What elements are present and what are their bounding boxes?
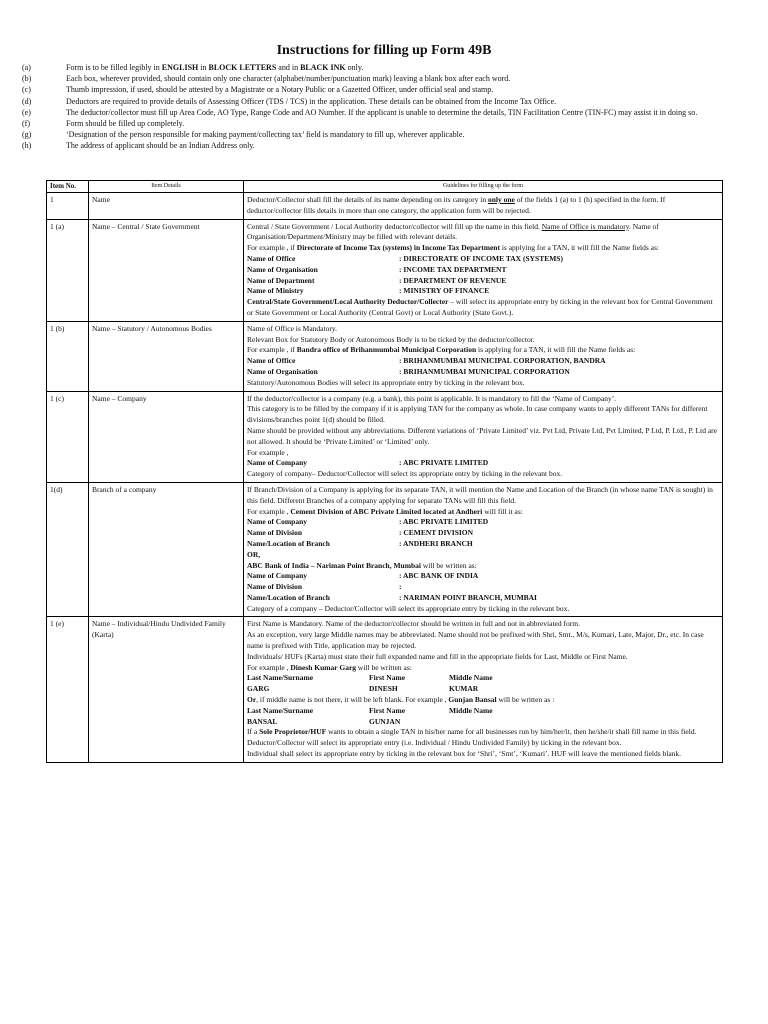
item-details: Name – Central / State Government — [89, 219, 244, 321]
text-run: is applying for a TAN, it will fill the Name fields as: — [499, 243, 659, 253]
text-run: This category is to be filled by the company if it is applying TAN for the company as whole. In case company wants to apply different TANs for different divisions/branches point 1(d) should be filled. — [247, 404, 708, 425]
text-run: will fill it as: — [482, 506, 523, 516]
page-title: Instructions for filling up Form 49B — [276, 43, 492, 58]
table-row — [47, 482, 723, 617]
text-run: For example , if — [247, 345, 297, 355]
field-label: Name of Company — [247, 458, 307, 468]
text-run: Cement Division of ABC Private Limited located at Andheri — [290, 506, 483, 516]
guideline-text — [247, 749, 719, 760]
text-run: Name should be provided without any abbreviations. Different variations of ‘Private Limited’ viz. Pvt Ltd, Private Ltd, Pvt Limited, P Ltd, P. Ltd., P. Ltd are not allowed. It should be ‘Private Limited’ or ‘Limited’ only. — [247, 425, 717, 446]
field-label: Name of Organisation — [247, 264, 318, 274]
instruction-label: (f) — [22, 119, 30, 129]
name-column: Middle Name — [449, 705, 493, 715]
text-run: only. — [345, 63, 364, 72]
text-run: The deductor/collector must fill up Area Code, AO Type, Range Code and AO Number. If the applicant is unable to determine the details, TIN Facilitation Centre (TIN-FC) may assist it in doing so. — [66, 107, 698, 117]
item-number: 1 (a) — [47, 219, 89, 321]
text-run: BLOCK LETTERS — [208, 63, 277, 72]
name-column: Last Name/Surname — [247, 705, 314, 715]
text-run: For example , if — [247, 243, 297, 253]
item-details: Name — [89, 193, 244, 220]
name-column: GARG — [247, 684, 270, 694]
field-value: : ABC PRIVATE LIMITED — [399, 458, 489, 468]
text-run: is applying for a TAN, it will fill the Name fields as: — [476, 345, 636, 355]
field-value: : CEMENT DIVISION — [399, 528, 474, 538]
instruction-text — [66, 62, 722, 73]
name-column: GUNJAN — [369, 716, 401, 726]
guideline-text — [247, 404, 719, 426]
text-run: Individual shall select its appropriate entry by ticking in the relevant box for ‘Shri’, ‘Smt’, ‘Kumari’. HUF will leave the mentioned fields blank. — [247, 749, 682, 759]
text-run: Deductor/Collector will select its appropriate entry (i.e. Individual / Hindu Undivided Family) by ticking in the relevant box. — [247, 738, 622, 748]
table-row — [47, 391, 723, 482]
instruction-label: (h) — [22, 141, 32, 151]
text-run: Category of a company – Deductor/Collector will select its appropriate entry by ticking in the relevant box. — [247, 603, 570, 613]
guideline-text — [247, 297, 719, 319]
text-run: For example , — [247, 447, 289, 457]
field-label: Name of Organisation — [247, 366, 318, 376]
instructions-list — [22, 62, 722, 152]
instruction-item — [22, 62, 722, 73]
guideline-text — [247, 630, 719, 652]
guideline-text — [247, 345, 719, 356]
text-run: As an exception, very large Middle names may be abbreviated. Name should not be prefixed with Shri, Smt., M/s, Kumari, Late, Major, Dr., etc. In case name is prefixed with Title, application may be rejected. — [247, 630, 704, 651]
name-example-row — [247, 673, 719, 684]
item-number: 1 (b) — [47, 321, 89, 391]
instruction-item — [22, 84, 722, 95]
text-run: , if middle name is not there, it will be left blank. For example , — [256, 695, 449, 705]
header-item-details: Item Details — [89, 181, 244, 193]
text-run: – will select its appropriate entry by ticking in the relevant box for Central Government or State Government or Local Authority (Central Govt) or Local Authority (State Govt.). — [247, 297, 713, 317]
name-column: Last Name/Surname — [247, 673, 314, 683]
header-item-no: Item No. — [47, 181, 89, 193]
name-column: BANSAL — [247, 716, 278, 726]
instruction-item — [22, 73, 722, 84]
guideline-text — [247, 604, 719, 615]
field-value: : MINISTRY OF FINANCE — [399, 286, 490, 296]
text-run: Individuals/ HUFs (Karta) must state their full expanded name and fill in the appropriate fields for Last, Middle or First Name. — [247, 651, 628, 661]
field-example — [247, 286, 719, 297]
text-run: Category of company– Deductor/Collector will select its appropriate entry by ticking in the relevant box. — [247, 469, 563, 479]
guideline-text — [247, 469, 719, 480]
guideline-text — [247, 738, 719, 749]
header-guidelines: Guidelines for filling up the form — [244, 181, 723, 193]
instruction-item — [22, 107, 722, 118]
name-column: First Name — [369, 673, 406, 683]
guideline-text — [247, 652, 719, 663]
item-guidelines — [244, 482, 723, 617]
item-number: 1 (c) — [47, 391, 89, 482]
guideline-text — [247, 448, 719, 459]
name-example-row — [247, 706, 719, 717]
field-example — [247, 539, 719, 550]
field-example — [247, 517, 719, 528]
field-value: : ABC BANK OF INDIA — [399, 571, 479, 581]
field-label: Name of Ministry — [247, 286, 304, 296]
text-run: The address of applicant should be an Indian Address only. — [66, 141, 255, 151]
guideline-text — [247, 426, 719, 448]
instruction-label: (c) — [22, 85, 31, 95]
instruction-label: (g) — [22, 130, 32, 140]
guideline-text — [247, 619, 719, 630]
item-details: Branch of a company — [89, 482, 244, 617]
instruction-text — [66, 84, 722, 95]
item-details: Name – Company — [89, 391, 244, 482]
field-label: Name of Company — [247, 571, 307, 581]
text-run: Or — [247, 695, 257, 705]
item-guidelines — [244, 391, 723, 482]
text-run: BLACK INK — [300, 63, 346, 72]
instruction-label: (e) — [22, 107, 31, 117]
text-run: First Name is Mandatory. Name of the deductor/collector should be written in full and not in abbreviated form. — [247, 619, 580, 629]
field-label: Name of Division — [247, 528, 302, 538]
field-label: Name of Department — [247, 275, 315, 285]
guidelines-table — [46, 180, 723, 763]
text-run: of the fields 1 (a) to 1 (h) specified in the form. If deductor/collector fills details in more than one category, the application form will be rejected. — [247, 195, 666, 215]
instruction-text — [66, 73, 722, 84]
text-run: wants to obtain a single TAN in his/her name for all businesses run by him/her/it, then he/she/it shall fill name in this field. — [326, 727, 697, 737]
text-run: ENGLISH — [161, 63, 199, 72]
instruction-item — [22, 129, 722, 140]
guideline-text — [247, 243, 719, 254]
field-value: : BRIHANMUMBAI MUNICIPAL CORPORATION, BANDRA — [399, 356, 606, 366]
field-label: Name of Office — [247, 356, 296, 366]
instruction-text — [66, 140, 722, 151]
field-label: Name/Location of Branch — [247, 592, 330, 602]
text-run: Sole Proprietor/HUF — [259, 727, 327, 737]
name-column: DINESH — [369, 684, 398, 694]
instruction-item — [22, 118, 722, 129]
table-row — [47, 219, 723, 321]
field-value: : ABC PRIVATE LIMITED — [399, 517, 489, 527]
text-run: will be written as : — [496, 695, 555, 705]
field-value: : ANDHERI BRANCH — [399, 538, 473, 548]
item-details: Name – Statutory / Autonomous Bodies — [89, 321, 244, 391]
field-example — [247, 356, 719, 367]
item-details: Name – Individual/Hindu Undivided Family (Karta) — [89, 617, 244, 762]
text-run: Name of Office is Mandatory. — [247, 323, 337, 333]
item-guidelines — [244, 193, 723, 220]
guideline-text — [247, 324, 719, 335]
table-header-row — [47, 181, 723, 193]
field-value: : INCOME TAX DEPARTMENT — [399, 264, 507, 274]
field-value: : DIRECTORATE OF INCOME TAX (SYSTEMS) — [399, 253, 563, 263]
text-run: For example , — [247, 662, 291, 672]
field-example — [247, 593, 719, 604]
item-number: 1 — [47, 193, 89, 220]
instruction-label: (b) — [22, 74, 32, 84]
item-guidelines — [244, 219, 723, 321]
text-run: will be written as: — [356, 662, 412, 672]
field-example — [247, 528, 719, 539]
guideline-text — [247, 394, 719, 405]
instruction-item — [22, 140, 722, 151]
field-example — [247, 367, 719, 378]
field-value: : — [399, 582, 402, 592]
name-example-row — [247, 684, 719, 695]
instruction-label: (a) — [22, 63, 31, 72]
text-run: Each box, wherever provided, should contain only one character (alphabet/number/punctuation mark) leaving a blank box after each word. — [66, 74, 511, 84]
instruction-item — [22, 96, 722, 107]
text-run: Dinesh Kumar Garg — [290, 662, 357, 672]
guideline-text — [247, 507, 719, 518]
field-value: : DEPARTMENT OF REVENUE — [399, 275, 507, 285]
text-run: Deductor/Collector shall fill the details of its name depending on its category in — [247, 195, 488, 204]
text-run: OR, — [247, 549, 261, 559]
text-run: If Branch/Division of a Company is applying for its separate TAN, it will mention the Name and Location of the Branch (in whose name TAN is sought) in this field. Different Branches of a company applying for separate TANs will fill this field. — [247, 484, 713, 505]
text-run: only one — [487, 195, 515, 204]
field-example — [247, 276, 719, 287]
table-row — [47, 617, 723, 762]
text-run: will be written as: — [420, 560, 477, 570]
text-run: Bandra office of Brihanmumbai Municipal Corporation — [296, 345, 477, 355]
field-label: Name of Company — [247, 517, 307, 527]
table-row — [47, 321, 723, 391]
field-example — [247, 571, 719, 582]
field-label: Name/Location of Branch — [247, 538, 330, 548]
guideline-text — [247, 561, 719, 572]
field-example — [247, 458, 719, 469]
field-example — [247, 582, 719, 593]
name-column: KUMAR — [449, 684, 479, 694]
guideline-text — [247, 222, 719, 244]
text-run: Central/State Government/Local Authority Deductor/Collecter — [247, 297, 449, 307]
text-run: Relevant Box for Statutory Body or Autonomous Body is to be ticked by the deductor/collector. — [247, 334, 535, 344]
guideline-text — [247, 335, 719, 346]
instruction-label: (d) — [22, 96, 32, 106]
item-guidelines — [244, 321, 723, 391]
instruction-text — [66, 96, 722, 107]
text-run: . Name of Organisation/Department/Ministry may be filled with relevant details. — [247, 221, 659, 242]
instruction-text — [66, 129, 722, 140]
guideline-text — [247, 550, 719, 561]
text-run: Form should be filled up completely. — [66, 119, 185, 129]
text-run: Statutory/Autonomous Bodies will select its appropriate entry by ticking in the relevant box. — [247, 377, 525, 387]
text-run: If a — [247, 727, 260, 737]
item-number: 1(d) — [47, 482, 89, 617]
text-run: ABC Bank of India – Nariman Point Branch, Mumbai — [247, 560, 421, 570]
guideline-text — [247, 727, 719, 738]
text-run: Form is to be filled legibly in — [66, 63, 162, 72]
text-run: Gunjan Bansal — [448, 695, 497, 705]
guideline-text — [247, 195, 719, 217]
name-column: Middle Name — [449, 673, 493, 683]
instruction-text — [66, 118, 722, 129]
table-row — [47, 193, 723, 220]
item-number: 1 (e) — [47, 617, 89, 762]
text-run: For example , — [247, 506, 291, 516]
text-run: Central / State Government / Local Authority deductor/collector will fill up the name in this field. — [247, 221, 542, 231]
item-guidelines — [244, 617, 723, 762]
text-run: Thumb impression, if used, should be attested by a Magistrate or a Notary Public or a Gazetted Officer, under official seal and stamp. — [66, 85, 494, 95]
text-run: If the deductor/collector is a company (e.g. a bank), this point is applicable. It is mandatory to fill the ‘Name of Company’. — [247, 393, 617, 403]
guideline-text — [247, 663, 719, 674]
text-run: in — [198, 63, 209, 72]
name-column: First Name — [369, 705, 406, 715]
text-run: ‘Designation of the person responsible for making payment/collecting tax’ field is mandatory to fill up, wherever applicable. — [66, 130, 465, 140]
guideline-text — [247, 378, 719, 389]
field-value: : BRIHANMUMBAI MUNICIPAL CORPORATION — [399, 366, 570, 376]
text-run: Name of Office is mandatory — [541, 221, 629, 231]
field-example — [247, 254, 719, 265]
guideline-text — [247, 695, 719, 706]
text-run: and in — [276, 63, 301, 72]
field-example — [247, 265, 719, 276]
field-label: Name of Office — [247, 253, 296, 263]
text-run: Deductors are required to provide details of Assessing Officer (TDS / TCS) in the application. These details can be obtained from the Income Tax Office. — [66, 96, 557, 106]
name-column — [449, 717, 529, 728]
field-value: : NARIMAN POINT BRANCH, MUMBAI — [399, 592, 537, 602]
instruction-text — [66, 107, 722, 118]
text-run: Directorate of Income Tax (systems) in Income Tax Department — [296, 243, 500, 253]
guideline-text — [247, 485, 719, 507]
field-label: Name of Division — [247, 582, 302, 592]
name-example-row — [247, 717, 719, 728]
